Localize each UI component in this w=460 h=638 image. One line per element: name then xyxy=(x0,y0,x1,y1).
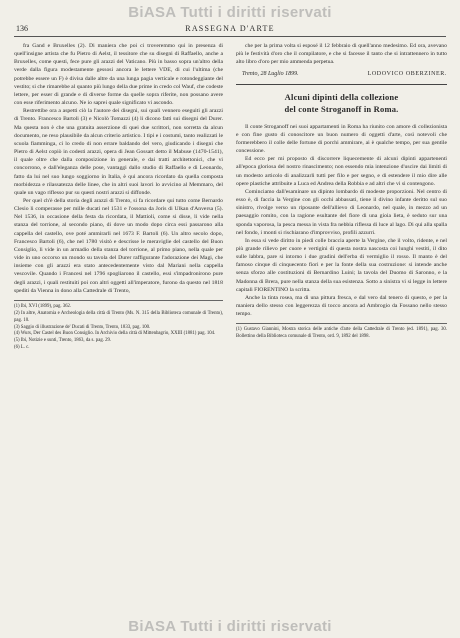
footnote: (1) Gustavo Giannini, Mostra storica delle antiche d'arte della Cattedrale di Trento (ed. 1891), pag. 30. Bollettino della Biblioteca comunale di Trento, ord. 9, 1892 del 1898. xyxy=(236,327,447,340)
section-divider xyxy=(236,84,447,85)
left-paragraph: Per quel ch'è della storia degli arazzi di Trento, si fa ricordare qui tutto come Bernardo Clesio li comperasse per mille ducati nel 1531 e l'ossona da Joris di Ulkan d'Anversa (5). Nel 1536, in occasione della festa da ricordata, il Mattioli, come si disse, li vide nella stanza del torrione, al secondo piano, di dove un modo dopo circa essi passarono alla cappella del castello, ove poté ammirarli nel 1673 F. Bartoli (6). Un altro secolo dopo, Francesco Bartoli (6), che nel 1780 visitò e descrisse le meraviglie del castello del Buon Consiglio, li vide in un armadio della stanza del torrione, al primo piano, nella quale per vide in uno occorso un mondo su tavola del Durer raffigurante l'adorazione dei Magi, che insieme con gli arazzi era stato antecedentemente visto dal Mariani nella cappella vescovile. Quando i Francesi nel 1796 spogliarono il castello, essi s'impadronirono pure degli arazzi, i quali restituiti poi con altri oggetti all'imperatore, furono da questo nel 1818 spediti da Vienna in dono alla Cattedrale di Trento, xyxy=(14,197,223,294)
page-number: 136 xyxy=(16,24,28,33)
right-paragraph: Ed ecco per mi proposto di discorrere liquecemente di alcuni dipinti appartenenti all'epoca gloriosa del nostro rinascimento; non essendo mia intenzione d'uscire dai limiti di un modesto articolo di analizzarli tutti per filo e per segno, e di estendere il mio dire alle opere plastiche attribuite a Luca ed Andrea della Robbia e ad altri che vi si contengono. xyxy=(236,156,447,187)
footnote: (5) Ibi, Notizie e sunti, Trento, 1863, da s. pag. 29. xyxy=(14,338,112,344)
watermark-top: BiASA Tutti i diritti riservati xyxy=(128,4,332,21)
right-footnotes xyxy=(236,327,447,341)
footnote: (6) L. c. xyxy=(14,345,30,351)
watermark-bottom: BiASA Tutti i diritti riservati xyxy=(128,618,332,635)
right-column xyxy=(236,42,447,602)
left-paragraph: Restrettibe ora a aspetti ciò la l'autore dei disegni, sui quali vennero eseguiti gli arazzi di Trento. Francesco Bartoli (3) e Nicolò Tomazzi (4) li dicono fatti sui disegni del Durer. Ma questa non è che una gratuita asserzione di quei due scrittori, non sorretta da alcun documento, ne reso plausibile da alcun criterio artistico. I tipi e i costumi, tanto realizzati le scuola fiamminga, ci lo credo di non errare baldando del vero, giudicando i disegni che Pietro di Aelst copiò in codesti arazzi, opera di Jean Gossart detto il Mabuse (1470-1541), il quale oltre che dalla composizione in generale, e dai tratti architettonici, che vi concorrono, e dall'eleganza delle pose, vantaggi dallo studio di Raffaello e di Leonardo, fatto da lui nel suo lungo soggiorno in Italia, è qui ancora ricordato da quella composta morbidezza e rilassatezza delle linee, che in altri suoi lavori lo avvicino al Memmaro, del quale un vago riflesso pur su questi nostri arazzi si diffonde. xyxy=(14,108,223,196)
page-header xyxy=(14,22,446,37)
left-footnotes xyxy=(14,304,223,352)
footnote: (3) Saggio di illustrazione de' Ducati di Trento, Trento, 1833, pag. 100. xyxy=(14,324,151,330)
right-paragraph: Cominciamo dall'esaminare un dipinto lombardo di modeste proporzioni. Nel centro di esso è, di faccia la Vergine con gli occhi abbassati, tiene il divino infante deritto sul suo sinistro, rivolge verso un riposante dell'allievo di Leonardo, nel quale, in mezzo ad un paesaggio romito, con la ragione esultante del fiore di una gioia lieta, è seduto sur una sponda vaporosa, la pesca messa in vista fra nebbia riflessa di luce al lago. Di qui alla spalla nel fondo, i monti si rischiarano d'improvviso, profili azzurri. xyxy=(236,188,447,236)
article-title-line: del conte Stroganoff in Roma. xyxy=(284,103,399,114)
left-paragraph: fra Gand e Bruxelles (2). Di maniera che poi ci troveremmo qui in presenza di quell'insigne artista che fu Pietro di Aelst, il tessitore che su disegni di Raffaello, anche a Bruxelles, come questi, fece pure gli arazzi del Vaticano. Più in basso sopra un'altro della verde dalla figura modestamente gessosi ancora le lettere VDE, di cui l'ultima (che potrebbe essere un F) è divisa dalle altre da una lunga pagia verticale e rotondeggiante del vestito; si che rimarebbe al quanto più lungo della due prime in credo col Wauf, che codeste lettere, per esser di grande e di diverse forme da quelle sopra riferite, non possano avere con esse riferimento alcuno. Ne io saprei quale significato vi ascondo. xyxy=(14,43,223,107)
article-title-line: Alcuni dipinti della collezione xyxy=(284,91,399,102)
left-column xyxy=(14,42,223,602)
running-title: RASSEGNA D'ARTE xyxy=(185,24,275,33)
right-paragraph: Il conte Stroganoff nei suoi appartamenti in Roma ha riunito con amore di collezionista e con fine gusto di conoscitore un buon numero di oggetti d'arte, così notevoli che formerebbero il colle delle fortune di porchi ammirare, ai è qualche tempo, per sua gentile concessione. xyxy=(236,123,447,155)
right-intro-paragraph: che per la prima volta si esposé il 12 febbraio di quell'anno medesimo. Ed ora, avevano più le festività d'oro che il compilatore, e che si facesse il tanto che si intrattennero in tutto alto libro d'oro per mio ammenda perpetua. xyxy=(236,43,447,66)
footnote: (1) Ibi, XVI (1899), pag. 362. xyxy=(14,303,72,309)
right-paragraph: In essa si vede diritto in piedi colle braccia aperte la Vergine, che il volto, ridente, e nel più grande rilievo per cuore e vertigini di questa nostra nascosta coi lunghi vestiti, il dito sulle labbra, pare si intorno i due gradini dell'erba di vermiglio il rosso. Il manto è del famoso cinque di cinquecento fiori e per la fonte della sua costruzione: si intende anche senza sforzo alle costituzioni di Bernardino Luini; la tavola del Duomo di Saronno, e la Madonna di Brera, pure nella stanza della sua esistenza. Sotto a sinistra vi si legge in lettere capitali FIORENTINO la scritta. xyxy=(236,237,447,293)
footnote: (4) Wurs, Der Castel des Buon Consiglio. In Archivio della città di Mittenbagrio, XXIII (1881) pag. 104. xyxy=(14,331,216,337)
right-paragraph: Anche la tinta rosea, ma di una pittura fresca, e dal vero dal tenero di questo, e per la maniera dello stesso con leggerezza di tocco ancora ad Ambrogio da Fossano nello stesso tempo. xyxy=(236,294,447,318)
signature-row xyxy=(236,70,447,78)
footnote-separator xyxy=(14,300,223,301)
footnote-separator xyxy=(236,323,447,324)
footnote: (2) In altre, Anatomia e Archeologia della città di Trento (Ms. N. 315 della Biblioteca comunale di Trento), pag. 10. xyxy=(14,310,223,323)
article-title xyxy=(236,91,447,115)
place-date: Trento, 28 Luglio 1899. xyxy=(242,71,299,78)
author-signature: LODOVICO OBERZINER. xyxy=(367,71,447,78)
